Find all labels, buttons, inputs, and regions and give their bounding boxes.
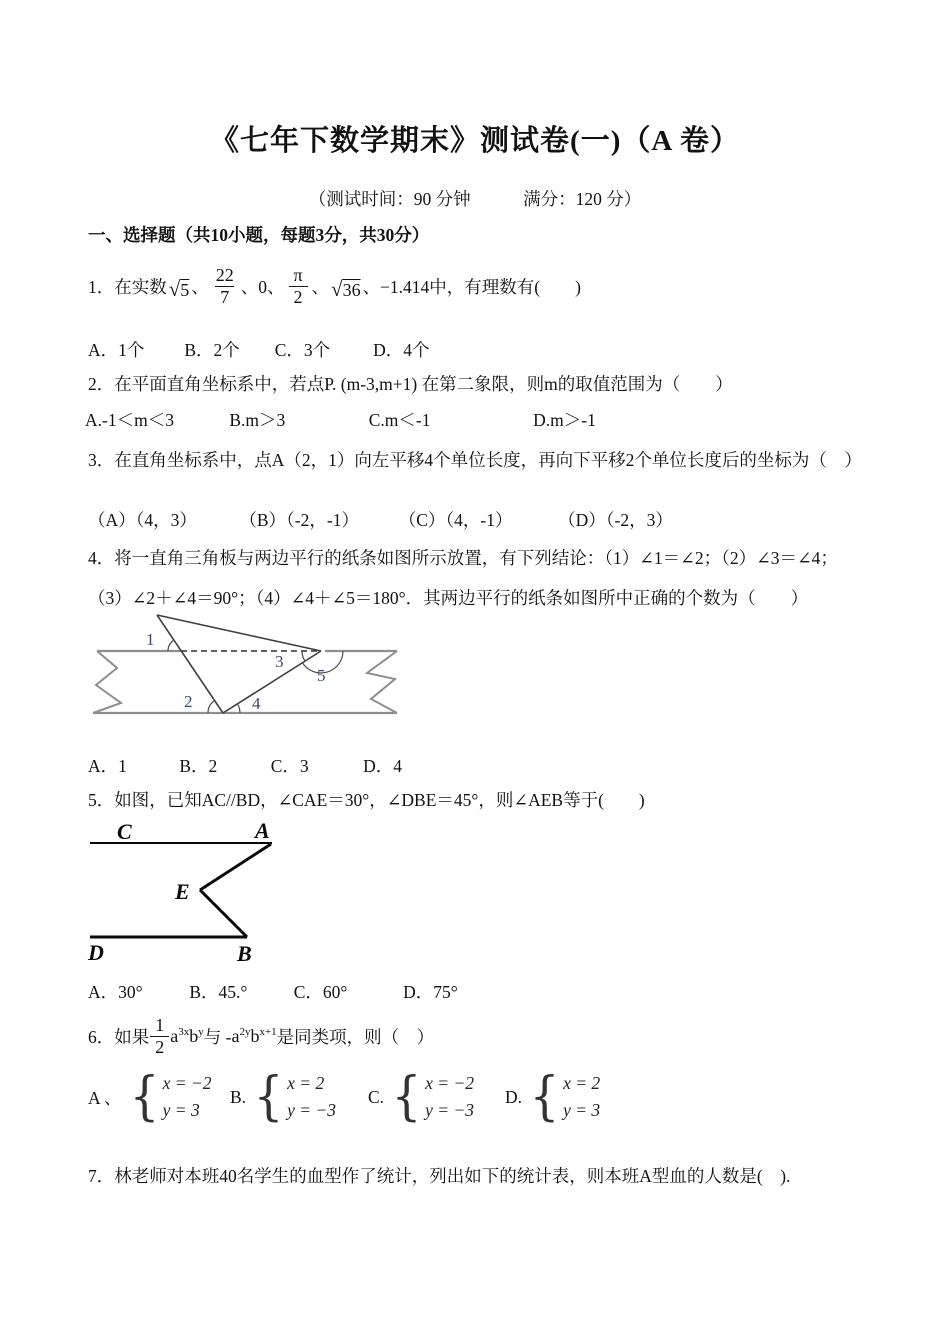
- option: D．75°: [403, 982, 458, 1002]
- question-5-stem: 5．如图，已知AC//BD，∠CAE＝30°，∠DBE＝45°，则∠AEB等于( ): [88, 790, 645, 810]
- option-system-c: [368, 1066, 505, 1127]
- option-system-a: [88, 1066, 230, 1127]
- figure-q5-parallel-lines: [75, 820, 365, 970]
- fraction-pi-2: $\frac{\pi}{2}$: [289, 265, 308, 307]
- angle-label-4: 4: [252, 694, 261, 713]
- option-system-d: [505, 1066, 601, 1127]
- question-6-stem: [88, 1008, 434, 1064]
- angle-3-arc: [302, 651, 305, 661]
- equation-pair: x = 2 y = 3: [563, 1073, 601, 1121]
- sqrt-5-expression: √5: [168, 276, 190, 301]
- option: B.m＞3: [229, 410, 286, 430]
- question-4-stem-line2: （3）∠2＋∠4＝90°；（4）∠4＋∠5＝180°．其两边平行的纸条如图所中正确的个数为（ ）: [88, 588, 809, 608]
- angle-label-5: 5: [317, 666, 326, 685]
- option-system-b: [230, 1066, 368, 1127]
- option: C．3: [270, 756, 309, 776]
- angle-2-arc: [208, 701, 215, 714]
- point-label-C: C: [117, 820, 132, 844]
- angle-label-3: 3: [275, 652, 284, 671]
- segment-EB: [200, 890, 247, 937]
- question-6-options: [88, 1066, 601, 1127]
- option: C．3个: [274, 340, 331, 360]
- question-3-stem: 3．在直角坐标系中，点A（2，1）向左平移4个单位长度，再向下平移2个单位长度后的坐标为（ ）: [88, 450, 862, 470]
- option: D．4个: [373, 340, 430, 360]
- segment-AE: [200, 844, 271, 890]
- point-label-E: E: [175, 879, 190, 904]
- point-label-A: A: [255, 820, 270, 843]
- question-4-options: [88, 753, 402, 778]
- curly-brace: {: [529, 1066, 560, 1127]
- question-1-options: [88, 337, 430, 362]
- option-label: A 、: [88, 1087, 122, 1108]
- question-7-stem: 7．林老师对本班40名学生的血型作了统计，列出如下的统计表，则本班A型血的人数是( ).: [88, 1166, 791, 1186]
- radical-sign: √: [168, 276, 181, 301]
- question-2-options: [85, 407, 596, 432]
- option: A．30°: [88, 982, 143, 1002]
- q6-text-post: 是同类项，则（ ）: [276, 1026, 435, 1047]
- page-title: 《七年下数学期末》测试卷(一)（A 卷）: [210, 125, 740, 157]
- option: （A）（4，3）: [88, 510, 197, 530]
- question-1-stem: [88, 258, 581, 314]
- curly-brace: {: [253, 1066, 284, 1127]
- option: A．1: [88, 756, 127, 776]
- monomial-a3x-by: $a^{3x}b^y$: [170, 1025, 204, 1046]
- fraction-1-2: $\frac{1}{2}$: [150, 1015, 169, 1057]
- curly-brace: {: [129, 1066, 160, 1127]
- exam-info-line: （测试时间：90 分钟 满分：120 分）: [308, 189, 642, 209]
- strip-torn-edge-left: [93, 651, 121, 713]
- angle-1-arc: [168, 640, 174, 651]
- equation-pair: x = −2 y = −3: [425, 1073, 475, 1121]
- question-4-stem-line1: 4．将一直角三角板与两边平行的纸条如图所示放置，有下列结论：（1）∠1＝∠2；（2）∠3＝∠4；: [88, 548, 838, 568]
- equation-pair: x = 2 y = −3: [287, 1073, 337, 1121]
- option-label: D.: [505, 1086, 523, 1107]
- point-label-B: B: [237, 941, 252, 966]
- question-3-options: [88, 507, 673, 532]
- point-label-D: D: [88, 940, 104, 965]
- option: B．2个: [184, 340, 240, 360]
- question-2-stem: 2．在平面直角坐标系中，若点P. (m-3,m+1) 在第二象限，则m的取值范围为（ ）: [88, 374, 733, 394]
- equation-pair: x = −2 y = 3: [162, 1073, 212, 1121]
- sqrt-36-expression: √36: [331, 276, 361, 301]
- option-label: C.: [368, 1086, 385, 1107]
- option: C．60°: [293, 982, 348, 1002]
- q1-separator: 、: [191, 276, 209, 297]
- option: D.m＞-1: [533, 410, 596, 430]
- angle-label-1: 1: [146, 630, 155, 649]
- option: B．2: [179, 756, 218, 776]
- option: B．45.°: [189, 982, 248, 1002]
- question-5-options: [88, 979, 458, 1004]
- triangle-top-side: [157, 615, 321, 651]
- q1-separator: 、: [311, 276, 330, 297]
- option: A.-1＜m＜3: [85, 410, 174, 430]
- curly-brace: {: [391, 1066, 422, 1127]
- q6-text-mid: 与 -: [203, 1026, 232, 1047]
- option: （D）（-2，3）: [558, 510, 673, 530]
- section-1-heading: 一、选择题（共10小题，每题3分，共30分）: [88, 225, 430, 245]
- option: C.m＜-1: [368, 410, 431, 430]
- option: A．1个: [88, 340, 145, 360]
- option: （B）（-2，-1）: [239, 510, 359, 530]
- figure-q4-triangle-on-strip: [84, 610, 404, 728]
- q1-text-pre: 1．在实数: [88, 276, 167, 297]
- q6-text-pre: 6．如果: [88, 1026, 150, 1047]
- monomial-a2y-bx1: $a^{2y}b^{x+1}$: [231, 1025, 277, 1046]
- option: （C）（4，-1）: [398, 510, 513, 530]
- option-label: B.: [230, 1086, 247, 1107]
- angle-4-arc: [237, 704, 240, 713]
- triangle-right-side: [223, 651, 321, 713]
- angle-label-2: 2: [184, 692, 193, 711]
- fraction-22-7: $\frac{22}{7}$: [215, 264, 234, 307]
- radical-sign: √: [331, 276, 343, 301]
- strip-torn-edge-right: [367, 651, 397, 713]
- q1-text-post: 、−1.414中，有理数有( ): [362, 276, 581, 297]
- option: D．4: [363, 756, 403, 776]
- q1-separator: 、0、: [240, 276, 285, 297]
